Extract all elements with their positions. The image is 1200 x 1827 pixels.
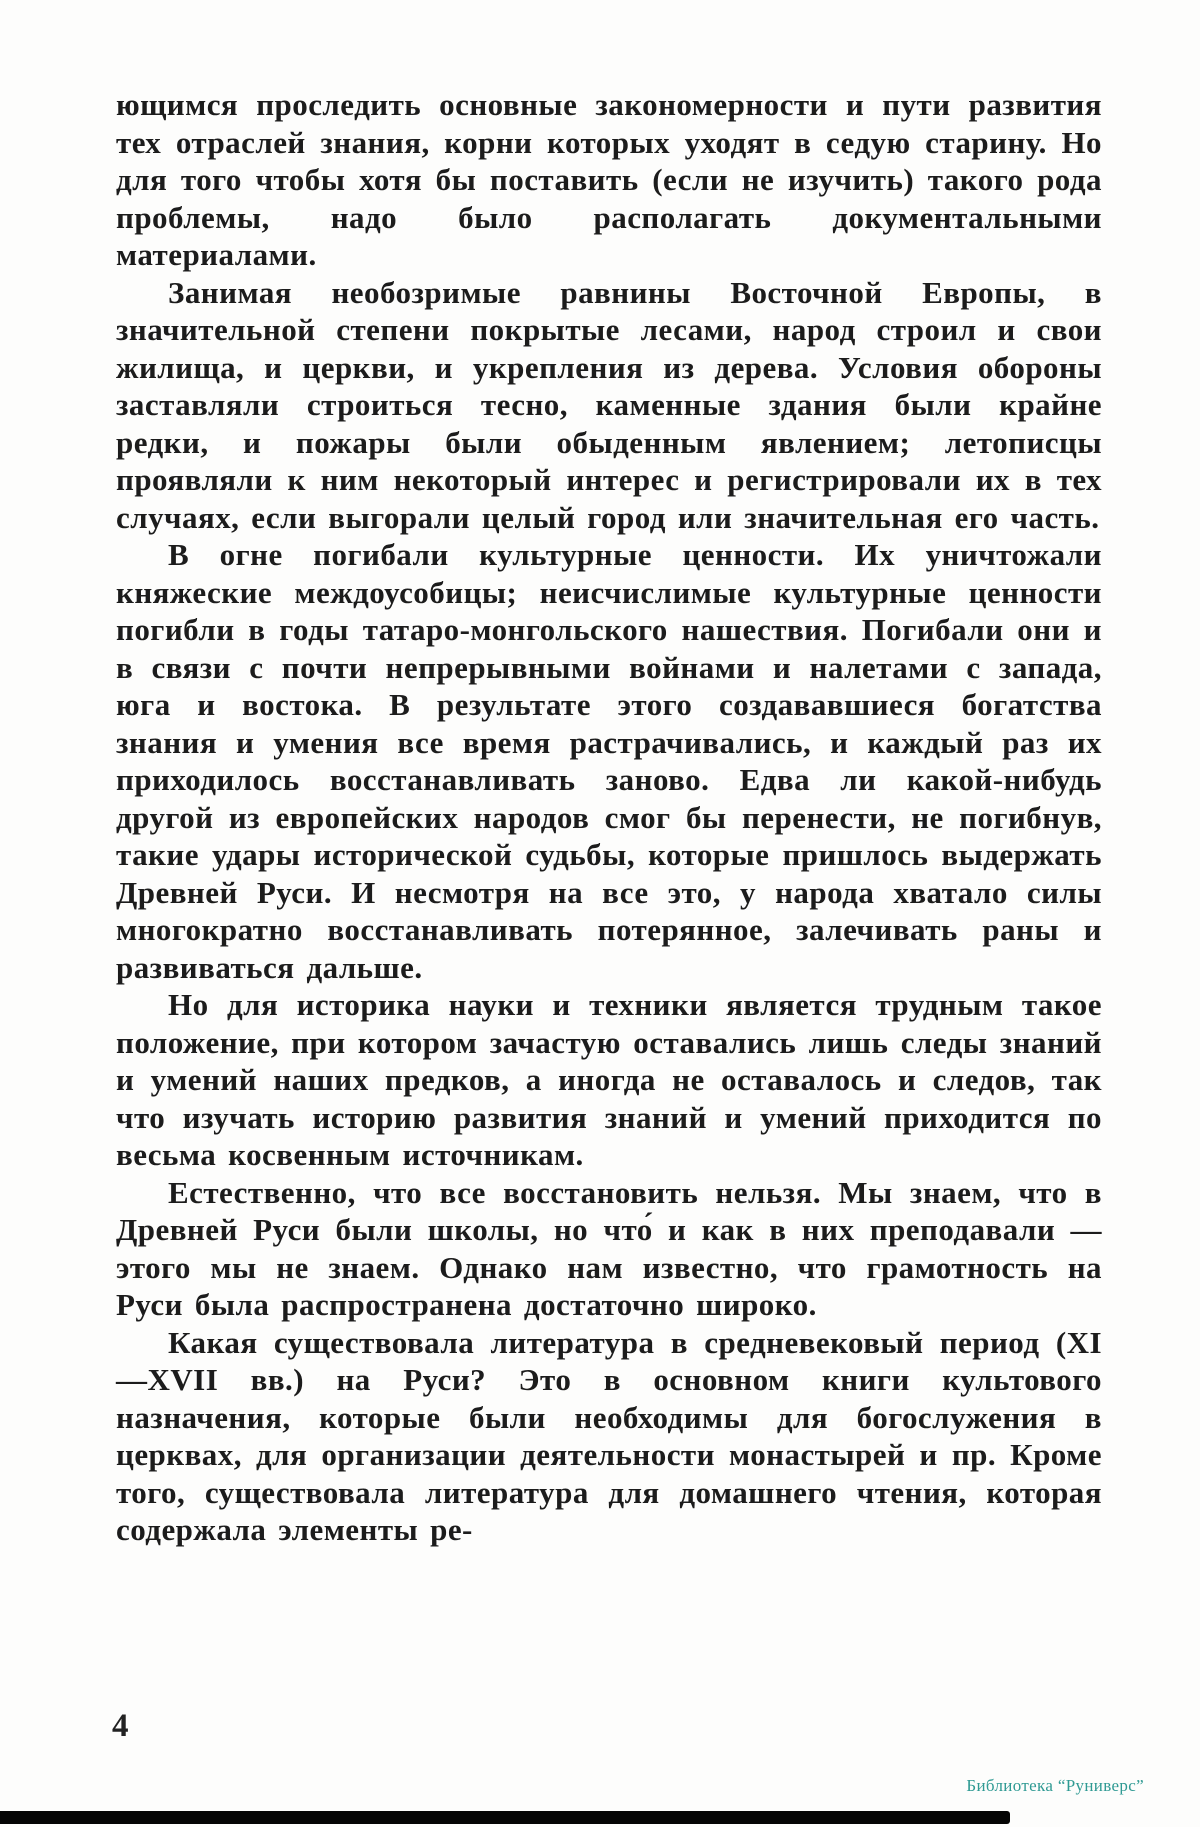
page-text-block (116, 86, 1102, 1549)
paragraph: Естественно, что все восстановить нельзя. Мы знаем, что в Древней Руси были школы, но что́ и как в них преподавали — этого мы не знаем. Однако нам известно, что грамотность на Руси была распространена достаточно широко. (116, 1174, 1102, 1322)
paragraph-continuation: ющимся проследить основные закономерности и пути развития тех отраслей знания, корни которых уходят в седую старину. Но для того чтобы хотя бы поставить (если не изучить) такого рода проблемы, надо было располагать документальными материалами. (116, 87, 1102, 272)
library-watermark: Библиотека “Руниверс” (966, 1776, 1144, 1795)
paragraph: В огне погибали культурные ценности. Их уничтожали княжеские междоусобицы; неисчислимые культурные ценности погибли в годы татаро-монгольского нашествия. Погибали они и в связи с почти непрерывными войнами и налетами с запада, юга и востока. В результате этого создававшиеся богатства знания и умения все время растрачивались, и каждый раз их приходилось восстанавливать заново. Едва ли какой-нибудь другой из европейских народов смог бы перенести, не погибнув, такие удары исторической судьбы, которые пришлось выдержать Древней Руси. И несмотря на все это, у народа хватало силы многократно восстанавливать потерянное, залечивать раны и развиваться дальше. (116, 537, 1102, 985)
paragraph: Какая существовала литература в средневековый период (XI—XVII вв.) на Руси? Это в основном книги культового назначения, которые были необходимы для богослужения в церквах, для организации деятельности монастырей и пр. Кроме того, существовала литература для домашнего чтения, которая содержала элементы ре- (116, 1324, 1102, 1547)
paragraph: Но для историка науки и техники является трудным такое положение, при котором зачастую оставались лишь следы знаний и умений наших предков, а иногда не оставалось и следов, так что изучать историю развития знаний и умений приходится по весьма косвенным источникам. (116, 987, 1102, 1172)
scan-edge-artifact (0, 1811, 1010, 1824)
paragraph: Занимая необозримые равнины Восточной Европы, в значительной степени покрытые лесами, народ строил и свои жилища, и церкви, и укрепления из дерева. Условия обороны заставляли строиться тесно, каменные здания были крайне редки, и пожары были обыденным явлением; летописцы проявляли к ним некоторый интерес и регистрировали их в тех случаях, если выгорали целый город или значительная его часть. (116, 274, 1102, 535)
page-number: 4 (112, 1708, 129, 1744)
